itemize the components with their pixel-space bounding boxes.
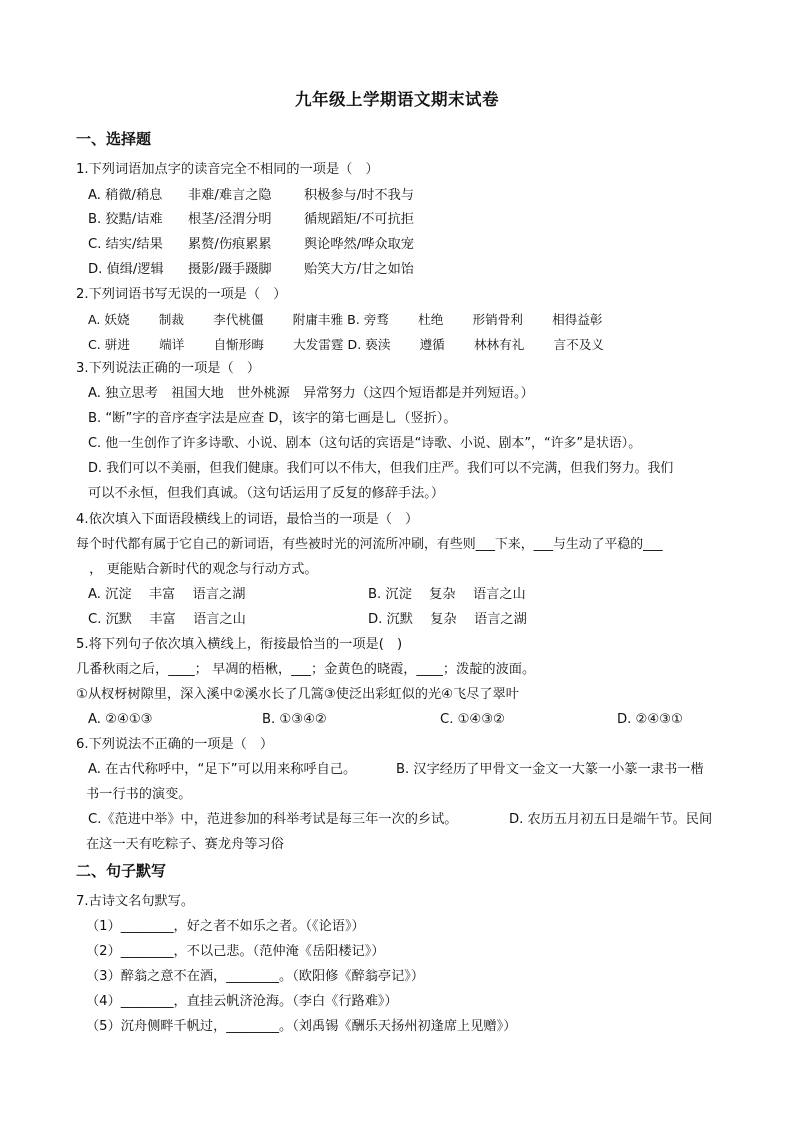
question-1-stem: 1.下列词语加点字的读音完全不相同的一项是（ ）: [76, 162, 379, 177]
question-5-option-b: B. ①③④②: [262, 712, 327, 727]
q1-d-part2: 摄影/蹑手蹑脚: [188, 262, 272, 277]
question-5-sentences: ①从杈枒树隙里，深入溪中②溪水长了几篙③使泛出彩虹似的光④飞尽了翠叶: [76, 687, 519, 702]
question-5-passage: 几番秋雨之后，____； 早凋的梧楸，___；金黄色的晓霞，____；泼靛的波面。: [76, 662, 536, 677]
question-5-option-a: A. ②④①③: [88, 712, 153, 727]
question-1-option-d: [88, 261, 414, 279]
question-5-option-c: C. ①④③②: [440, 712, 505, 727]
section-heading-recitation: 二、句子默写: [76, 862, 167, 880]
section-heading-choice: 一、选择题: [76, 130, 152, 148]
question-7-item-2: （2）________，不以己悲。（范仲淹《岳阳楼记》）: [86, 944, 385, 959]
question-4-passage-line2: ， 更能贴合新时代的观念与行动方式。: [76, 562, 318, 577]
question-6-option-c: C.《范进中举》中，范进参加的科举考试是每三年一次的乡试。: [88, 812, 458, 827]
question-1-option-a: [88, 187, 414, 205]
question-3-option-a: A. 独立思考 祖国大地 世外桃源 异常努力（这四个短语都是并列短语。）: [88, 386, 534, 401]
question-7-item-1: （1）________，好之者不如乐之者。（《论语》）: [86, 919, 365, 934]
q1-d-part1: D. 偵缉/逻辑: [88, 262, 164, 277]
question-2-options-cd: C. 骈进 端详 自惭形晦 大发雷霆 D. 亵渎 遵循 林林有礼 言不及义: [88, 337, 604, 352]
question-3-option-d-line1: D. 我们可以不美丽，但我们健康。我们可以不伟大，但我们庄严。我们可以不完满，但我们努力。我们: [88, 461, 674, 476]
question-3-option-c: C. 他一生创作了许多诗歌、小说、剧本（这句话的宾语是“诗歌、小说、剧本”，“许多”是状语）。: [88, 436, 642, 451]
question-6-option-b-line2: 书一行书的演变。: [86, 787, 192, 802]
question-4-option-b: B. 沉淀 复杂 语言之山: [368, 587, 526, 602]
q1-b-part2: 根茎/泾渭分明: [188, 212, 272, 227]
q1-a-part2: 非难/难言之隐: [188, 188, 272, 203]
question-3-option-b: B. “断”字的音序查字法是应查 D，该字的第七画是乚（竖折）。: [88, 411, 457, 426]
q1-b-part1: B. 狡黠/诘难: [88, 212, 163, 227]
question-7-item-3: （3）醉翁之意不在酒，________。（欧阳修《醉翁亭记》）: [86, 969, 425, 984]
question-1-option-c: [88, 236, 414, 254]
q1-c-part3: 舆论哗然/哗众取宠: [304, 237, 414, 252]
question-6-option-d-line2: 在这一天有吃粽子、赛龙舟等习俗: [86, 837, 284, 852]
question-6-stem: 6.下列说法不正确的一项是（ ）: [76, 737, 274, 752]
question-6-option-b-line1: B. 汉字经历了甲骨文一金文一大篆一小篆一隶书一楷: [396, 762, 704, 777]
q1-b-part3: 循规蹈矩/不可抗拒: [304, 212, 414, 227]
question-6-option-a: A. 在古代称呼中，“足下”可以用来称呼自己。: [88, 762, 357, 777]
question-7-item-4: （4）________，直挂云帆济沧海。（李白《行路难》）: [86, 994, 398, 1009]
q1-c-part2: 累赘/伤痕累累: [188, 237, 272, 252]
question-7-item-5: （5）沉舟侧畔千帆过，________。（刘禹锡《酬乐天扬州初逢席上见赠》）: [86, 1019, 517, 1034]
q1-a-part1: A. 稍微/稍息: [88, 188, 163, 203]
page-title: 九年级上学期语文期末试卷: [295, 90, 499, 109]
q1-d-part3: 贻笑大方/甘之如饴: [304, 262, 414, 277]
question-2-options-ab: A. 妖娆 制裁 李代桃僵 附庸丰雅 B. 旁骛 杜绝 形销骨利 相得益彰: [88, 312, 603, 327]
question-3-stem: 3.下列说法正确的一项是（ ）: [76, 361, 261, 376]
question-4-option-d: D. 沉默 复杂 语言之湖: [368, 612, 527, 627]
q1-c-part1: C. 结实/结果: [88, 237, 163, 252]
question-7-stem: 7.古诗文名句默写。: [76, 894, 195, 909]
question-3-option-d-line2: 可以不永恒，但我们真诚。（这句话运用了反复的修辞手法。）: [88, 486, 445, 501]
question-5-stem: 5.将下列句子依次填入横线上，衔接最恰当的一项是( ): [76, 637, 403, 652]
question-4-passage-line1: 每个时代都有属于它自己的新词语，有些被时光的河流所冲刷，有些则___下来，___与生动了平稳的___: [76, 537, 663, 552]
question-2-stem: 2.下列词语书写无误的一项是（ ）: [76, 287, 287, 302]
question-4-stem: 4.依次填入下面语段横线上的词语，最恰当的一项是（ ）: [76, 512, 419, 527]
question-6-option-d-line1: D. 农历五月初五日是端午节。民间: [509, 812, 713, 827]
q1-a-part3: 积极参与/时不我与: [304, 188, 414, 203]
question-5-option-d: D. ②④③①: [617, 712, 683, 727]
question-4-option-c: C. 沉默 丰富 语言之山: [88, 612, 246, 627]
question-4-option-a: A. 沉淀 丰富 语言之湖: [88, 587, 246, 602]
question-1-option-b: [88, 211, 414, 229]
